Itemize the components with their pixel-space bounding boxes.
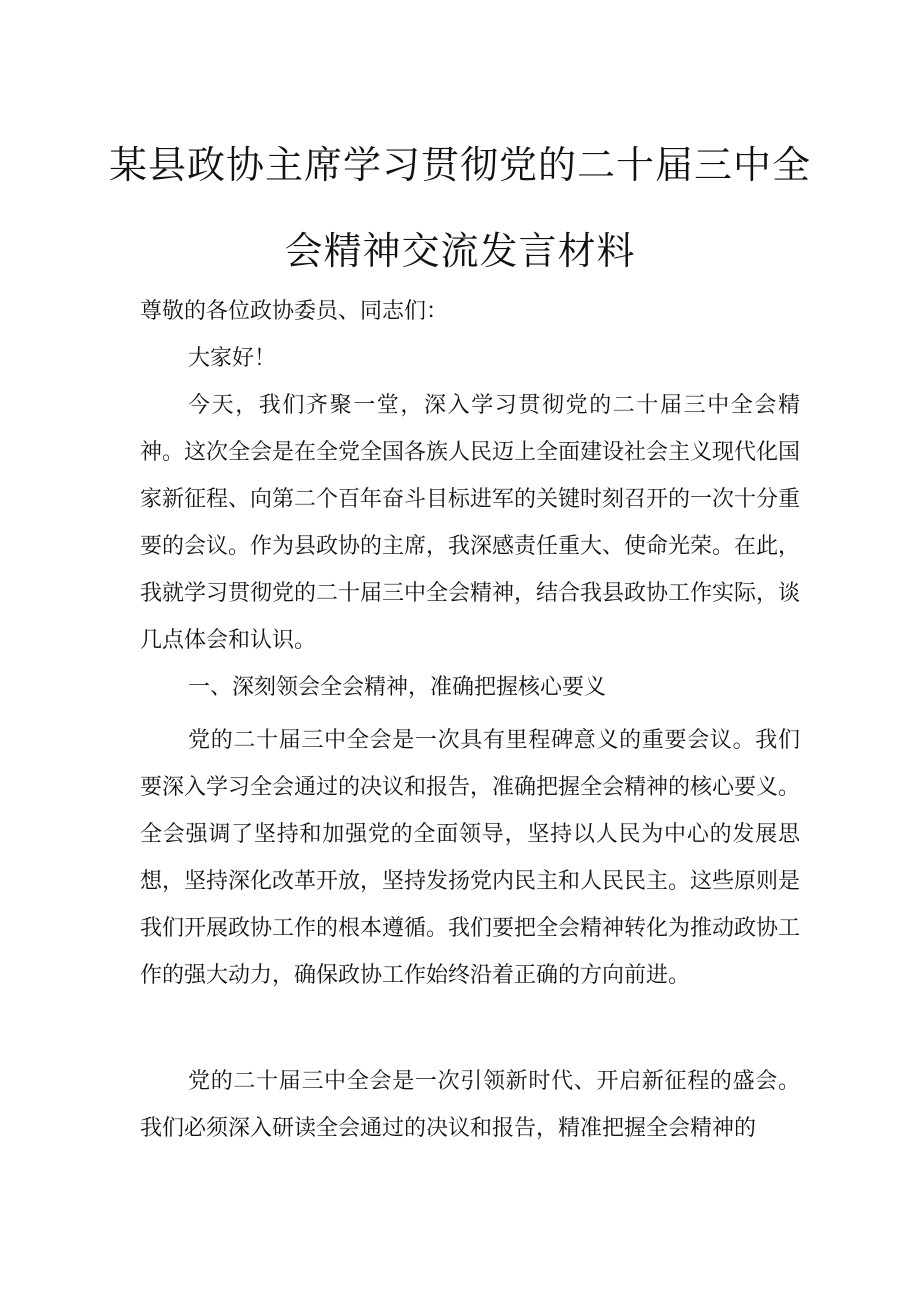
- document-title-line-2: 会精神交流发言材料: [284, 229, 636, 273]
- paragraph-section-1-a: 党的二十届三中全会是一次具有里程碑意义的重要会议。我们要深入学习全会通过的决议和报告，准确把握全会精神的核心要义。全会强调了坚持和加强党的全面领导，坚持以人民为中心的发展思想，坚持深化改革开放，坚持发扬党内民主和人民民主。这些原则是我们开展政协工作的根本遵循。我们要把全会精神转化为推动政协工作的强大动力，确保政协工作始终沿着正确的方向前进。: [140, 728, 801, 988]
- paragraph-intro: 今天，我们齐聚一堂，深入学习贯彻党的二十届三中全会精神。这次全会是在全党全国各族人民迈上全面建设社会主义现代化国家新征程、向第二个百年奋斗目标进军的关键时刻召开的一次十分重要的会议。作为县政协的主席，我深感责任重大、使命光荣。在此，我就学习贯彻党的二十届三中全会精神，结合我县政协工作实际，谈几点体会和认识。: [140, 393, 801, 653]
- greeting: 大家好！: [188, 346, 277, 371]
- section-heading-1: 一、深刻领会全会精神，准确把握核心要义: [188, 675, 607, 700]
- salutation: 尊敬的各位政协委员、同志们：: [140, 299, 449, 324]
- paragraph-section-1-b: 党的二十届三中全会是一次引领新时代、开启新征程的盛会。我们必须深入研读全会通过的决议和报告，精准把握全会精神的: [140, 1069, 800, 1141]
- document-title-line-1: 某县政协主席学习贯彻党的二十届三中全: [108, 143, 811, 187]
